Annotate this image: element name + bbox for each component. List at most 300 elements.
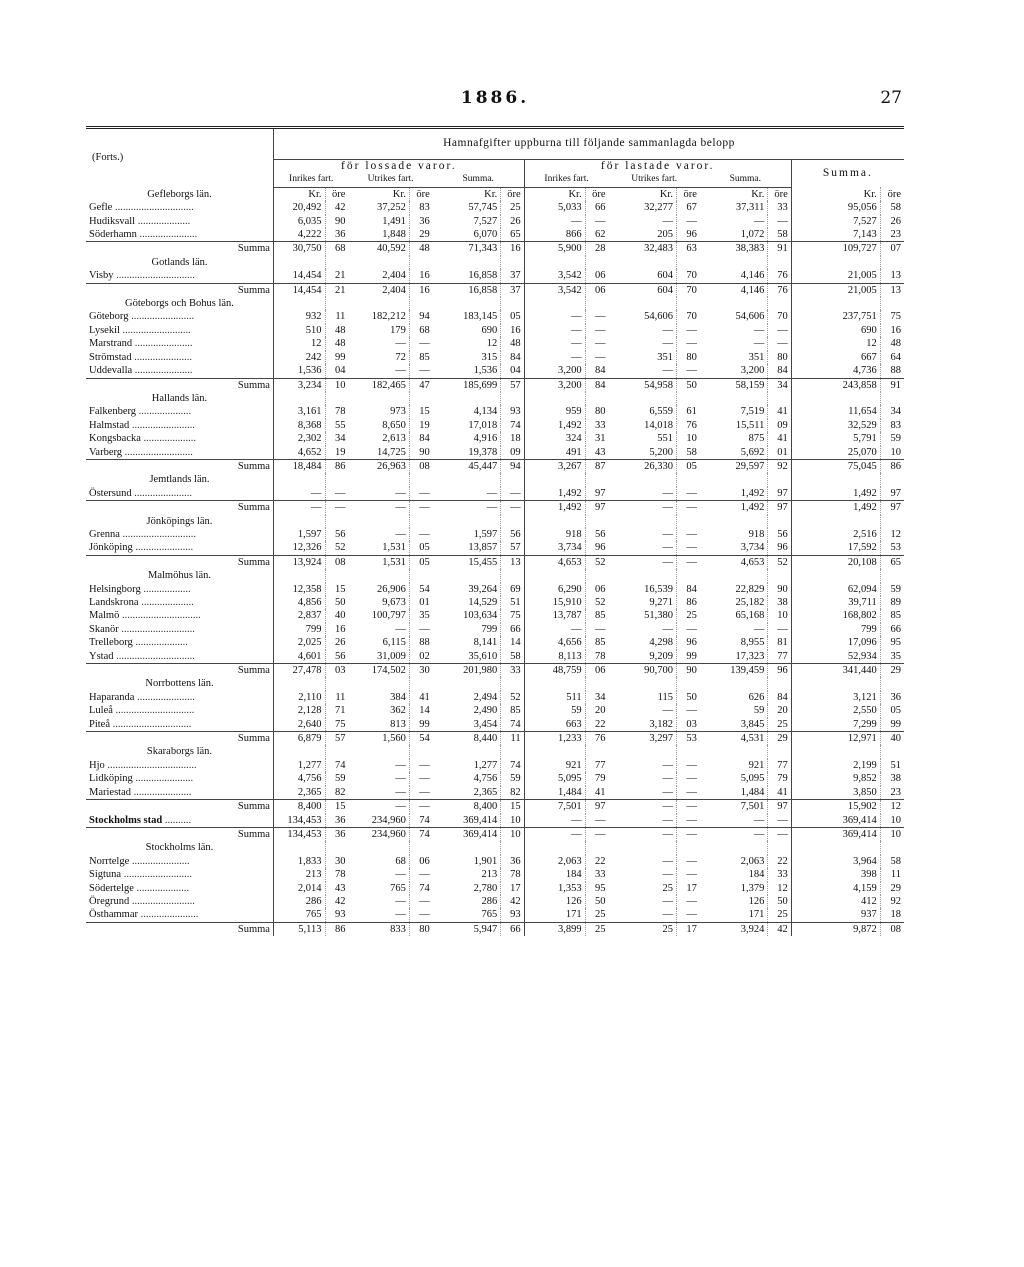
leader-dots: ...................... xyxy=(138,909,199,921)
kronor-cell: 54,606 xyxy=(644,311,673,323)
ore-cell: 76 xyxy=(676,419,699,432)
ore-cell: — xyxy=(325,501,348,515)
ore-cell: 90 xyxy=(325,215,348,228)
kronor-cell: 937 xyxy=(861,909,877,921)
empty-cell xyxy=(325,256,348,269)
kronor-cell: 866 xyxy=(565,229,582,241)
kronor-cell: — xyxy=(486,487,498,499)
kronor-cell: 3,845 xyxy=(740,718,765,730)
kronor-cell: 14,529 xyxy=(468,597,498,608)
county-heading: Skaraborgs län. xyxy=(86,745,273,758)
ore-cell: — xyxy=(768,827,791,841)
ore-cell: — xyxy=(585,337,608,350)
empty-cell xyxy=(325,297,348,310)
kronor-cell: 184 xyxy=(748,869,765,881)
ore-cell: 34 xyxy=(880,405,904,418)
kronor-cell: 4,736 xyxy=(853,365,877,377)
ore-cell: — xyxy=(409,759,432,772)
kronor-cell: — xyxy=(395,786,406,798)
town-name xyxy=(86,623,273,636)
town-name xyxy=(86,405,273,418)
kronor-cell: 511 xyxy=(566,691,582,703)
empty-cell xyxy=(325,745,348,758)
town-name xyxy=(86,351,273,364)
ore-cell: 15 xyxy=(409,405,432,418)
ore-cell: 06 xyxy=(585,583,608,596)
town-name xyxy=(86,704,273,717)
kronor-cell: 2,063 xyxy=(557,855,582,867)
kronor-cell: 1,277 xyxy=(297,759,322,771)
table-row xyxy=(86,583,904,596)
kronor-cell: — xyxy=(395,759,406,771)
kronor-cell: 1,531 xyxy=(382,542,406,554)
ore-cell: — xyxy=(676,364,699,378)
kronor-cell: 510 xyxy=(305,324,322,336)
kronor-cell: 184 xyxy=(565,869,582,881)
leader-dots: .................... xyxy=(133,882,190,894)
ore-cell: 36 xyxy=(409,215,432,228)
kronor-cell: 1,536 xyxy=(297,365,322,377)
ore-cell: 01 xyxy=(768,446,791,460)
leader-dots: ...................... xyxy=(132,338,193,350)
empty-cell xyxy=(433,515,501,528)
empty-cell xyxy=(325,677,348,690)
grand-total-header: Summa. xyxy=(822,166,873,179)
town-label: Strömstad xyxy=(89,351,132,363)
ore-cell: — xyxy=(409,772,432,785)
kronor-cell: 2,494 xyxy=(473,691,498,703)
empty-cell xyxy=(791,297,880,310)
kronor-cell: 1,531 xyxy=(348,555,409,569)
town-label: Haparanda xyxy=(89,691,135,703)
kronor-cell: — xyxy=(609,800,677,814)
summa-row xyxy=(86,664,904,678)
ore-cell: 82 xyxy=(325,786,348,800)
county-row xyxy=(86,473,904,486)
empty-cell xyxy=(501,569,524,582)
kronor-cell: 2,025 xyxy=(297,637,322,649)
kronor-cell: 12,971 xyxy=(791,732,880,746)
page-number: 27 xyxy=(880,88,902,108)
ore-cell: 23 xyxy=(880,786,904,800)
empty-cell xyxy=(700,392,768,405)
ore-cell: 03 xyxy=(325,664,348,678)
kronor-cell: 1,492 xyxy=(557,487,582,499)
table-row xyxy=(86,650,904,664)
kronor-cell: 491 xyxy=(565,446,582,458)
kronor-cell: 6,559 xyxy=(649,406,673,418)
kronor-cell: 1,597 xyxy=(297,528,322,540)
table-row xyxy=(86,432,904,445)
kronor-cell: 59 xyxy=(571,705,582,717)
kronor-cell: — xyxy=(609,555,677,569)
town-name xyxy=(86,310,273,323)
empty-cell xyxy=(791,745,880,758)
ore-cell: 17 xyxy=(676,922,699,936)
table-row xyxy=(86,882,904,895)
county-row xyxy=(86,569,904,582)
kronor-cell: 185,699 xyxy=(433,378,501,392)
summa-label: Summa xyxy=(86,732,273,746)
ore-cell: 97 xyxy=(880,501,904,515)
ore-cell: 94 xyxy=(501,459,524,473)
kronor-cell: 103,634 xyxy=(463,610,498,622)
kronor-cell: 7,501 xyxy=(524,800,585,814)
ore-cell: 58 xyxy=(880,855,904,868)
empty-cell xyxy=(609,256,677,269)
ore-cell: 84 xyxy=(676,583,699,596)
kronor-cell: 25 xyxy=(662,882,673,894)
kronor-cell: 16,858 xyxy=(468,270,498,282)
kronor-cell: — xyxy=(662,487,673,499)
ore-cell: 77 xyxy=(585,759,608,772)
kronor-cell: 16,858 xyxy=(433,283,501,297)
ore-cell: 35 xyxy=(409,609,432,622)
kronor-cell: 384 xyxy=(390,691,406,703)
kronor-cell: 16,539 xyxy=(644,583,673,595)
ore-cell: 67 xyxy=(676,201,699,214)
empty-cell xyxy=(791,569,880,582)
kronor-cell: 90,700 xyxy=(609,664,677,678)
kronor-cell: 7,299 xyxy=(853,718,877,730)
table-row xyxy=(86,351,904,364)
leader-dots: .................... xyxy=(138,597,194,608)
ore-cell: 52 xyxy=(768,555,791,569)
ore-cell: 93 xyxy=(501,908,524,922)
ore-cell: 29 xyxy=(880,664,904,678)
unit-kr-label: Kr. xyxy=(308,188,322,200)
kronor-cell: 65,168 xyxy=(735,610,765,622)
ore-cell: 19 xyxy=(409,419,432,432)
empty-cell xyxy=(348,256,409,269)
ore-cell: 09 xyxy=(768,419,791,432)
kronor-cell: 25,070 xyxy=(847,446,877,458)
kronor-cell: 1,492 xyxy=(740,487,765,499)
empty-cell xyxy=(433,677,501,690)
leader-dots: .......... xyxy=(162,814,192,826)
ore-cell: 50 xyxy=(585,895,608,908)
kronor-cell: 4,656 xyxy=(557,637,582,649)
kronor-cell: 1,492 xyxy=(700,501,768,515)
ore-cell: 83 xyxy=(880,419,904,432)
empty-cell xyxy=(433,745,501,758)
ore-cell: 05 xyxy=(880,704,904,717)
ore-cell: 93 xyxy=(501,405,524,418)
ore-cell: 78 xyxy=(325,405,348,418)
kronor-cell: 875 xyxy=(748,433,765,445)
empty-cell xyxy=(524,515,585,528)
summa-row xyxy=(86,922,904,936)
leader-dots: ............................ xyxy=(118,623,195,635)
kronor-cell: — xyxy=(395,895,406,907)
ore-cell: — xyxy=(501,501,524,515)
kronor-cell: 11,654 xyxy=(848,406,877,418)
ore-cell: 51 xyxy=(880,759,904,772)
town-label: Lysekil xyxy=(89,324,120,336)
empty-cell xyxy=(409,256,432,269)
county-heading: Jönköpings län. xyxy=(86,515,273,528)
town-name xyxy=(86,786,273,800)
table-row xyxy=(86,337,904,350)
ore-cell: 17 xyxy=(501,882,524,895)
kronor-cell: 1,492 xyxy=(557,419,582,431)
ore-cell: 80 xyxy=(768,351,791,364)
ore-cell: 34 xyxy=(768,378,791,392)
kronor-cell: 134,453 xyxy=(273,827,325,841)
ore-cell: 07 xyxy=(880,242,904,256)
ore-cell: 80 xyxy=(676,351,699,364)
ore-cell: 58 xyxy=(880,201,904,214)
ore-cell: 70 xyxy=(676,283,699,297)
summa-label: Summa xyxy=(86,800,273,814)
ore-cell: 59 xyxy=(880,432,904,445)
kronor-cell: 3,542 xyxy=(524,283,585,297)
empty-cell xyxy=(524,392,585,405)
ore-cell: — xyxy=(409,868,432,881)
kronor-cell: 115 xyxy=(657,691,673,703)
kronor-cell: 4,652 xyxy=(297,446,322,458)
empty-cell xyxy=(676,473,699,486)
town-label: Göteborg xyxy=(89,311,129,323)
empty-cell xyxy=(768,569,791,582)
leader-dots: ...................... xyxy=(132,365,193,377)
table-row xyxy=(86,868,904,881)
kronor-cell: 765 xyxy=(390,882,406,894)
kronor-cell: 134,453 xyxy=(287,814,322,826)
ore-cell: 41 xyxy=(409,691,432,704)
kronor-cell: 13,857 xyxy=(468,542,498,554)
kronor-cell: 18,484 xyxy=(273,459,325,473)
kronor-cell: 12,326 xyxy=(292,542,322,554)
kronor-cell: 369,414 xyxy=(433,827,501,841)
table-row xyxy=(86,908,904,922)
ore-cell: 18 xyxy=(880,908,904,922)
county-heading: Hallands län. xyxy=(86,392,273,405)
kronor-cell: 26,963 xyxy=(348,459,409,473)
ore-cell: — xyxy=(585,310,608,323)
empty-cell xyxy=(348,515,409,528)
town-name xyxy=(86,337,273,350)
empty-cell xyxy=(768,677,791,690)
table-row xyxy=(86,759,904,772)
kronor-cell: 2,516 xyxy=(853,528,877,540)
kronor-cell: 57,745 xyxy=(468,202,498,214)
unit-ore-label: öre xyxy=(501,187,524,201)
kronor-cell: 68 xyxy=(395,855,406,867)
kronor-cell: 4,159 xyxy=(853,882,877,894)
kronor-cell: 4,222 xyxy=(297,229,322,241)
kronor-cell: 168,802 xyxy=(842,610,877,622)
kronor-cell: 14,454 xyxy=(292,270,322,282)
kronor-cell: — xyxy=(311,487,322,499)
kronor-cell: 25,182 xyxy=(735,597,765,608)
ore-cell: 56 xyxy=(325,528,348,541)
kronor-cell: 182,465 xyxy=(348,378,409,392)
kronor-cell: 604 xyxy=(657,270,673,282)
kronor-cell: — xyxy=(753,215,765,227)
kronor-cell: 4,856 xyxy=(297,597,322,608)
empty-cell xyxy=(433,569,501,582)
ore-cell: 59 xyxy=(325,772,348,785)
ore-cell: 86 xyxy=(325,459,348,473)
kronor-cell: 1,492 xyxy=(853,487,877,499)
ore-cell: 10 xyxy=(676,432,699,445)
town-name xyxy=(86,908,273,922)
kronor-cell: 1,379 xyxy=(740,882,765,894)
ore-cell: 14 xyxy=(409,704,432,717)
kronor-cell: 921 xyxy=(565,759,582,771)
kronor-cell: — xyxy=(662,215,673,227)
kronor-cell: 932 xyxy=(305,311,322,323)
ore-cell: 52 xyxy=(585,555,608,569)
empty-cell xyxy=(501,745,524,758)
town-name xyxy=(86,596,273,609)
kronor-cell: 5,791 xyxy=(853,433,877,445)
empty-cell xyxy=(325,841,348,854)
kronor-cell: 15,910 xyxy=(552,597,582,608)
kronor-cell: 2,128 xyxy=(297,705,322,717)
kronor-cell: 398 xyxy=(861,869,877,881)
empty-cell xyxy=(609,392,677,405)
ore-cell: 16 xyxy=(501,242,524,256)
ore-cell: 25 xyxy=(768,908,791,922)
town-label: Sigtuna xyxy=(89,869,122,881)
kronor-cell: 1,848 xyxy=(382,229,406,241)
kronor-cell: 369,414 xyxy=(842,814,877,826)
kronor-cell: 14,018 xyxy=(644,419,673,431)
harbor-fees-table xyxy=(86,126,904,936)
town-name xyxy=(86,759,273,772)
kronor-cell: 31,009 xyxy=(376,650,406,662)
ore-cell: 04 xyxy=(325,364,348,378)
town-label: Luleå xyxy=(89,705,113,717)
kronor-cell: 174,502 xyxy=(348,664,409,678)
town-name xyxy=(86,609,273,622)
kronor-cell: 4,601 xyxy=(297,650,322,662)
kronor-cell: 4,146 xyxy=(700,283,768,297)
ore-cell: 13 xyxy=(880,283,904,297)
ore-cell: 06 xyxy=(585,283,608,297)
empty-cell xyxy=(325,473,348,486)
empty-cell xyxy=(501,677,524,690)
kronor-cell: 171 xyxy=(565,909,582,921)
empty-cell xyxy=(880,569,904,582)
town-label: Öregrund xyxy=(89,895,130,907)
leader-dots: .............................. xyxy=(113,650,195,662)
empty-cell xyxy=(325,515,348,528)
table-row xyxy=(86,596,904,609)
ore-cell: 80 xyxy=(585,405,608,418)
unit-ore-label: öre xyxy=(325,187,348,201)
ore-cell: 50 xyxy=(325,596,348,609)
ore-cell: 33 xyxy=(768,868,791,881)
empty-cell xyxy=(325,569,348,582)
ore-cell: 75 xyxy=(501,609,524,622)
ore-cell: 06 xyxy=(585,664,608,678)
kronor-cell: 2,404 xyxy=(382,270,406,282)
town-name xyxy=(86,691,273,704)
ore-cell: 36 xyxy=(325,827,348,841)
unit-row xyxy=(86,187,904,201)
kronor-cell: 286 xyxy=(481,895,498,907)
ore-cell: — xyxy=(409,895,432,908)
ore-cell: 20 xyxy=(585,704,608,717)
county-heading: Malmöhus län. xyxy=(86,569,273,582)
kronor-cell: 3,200 xyxy=(557,365,582,377)
kronor-cell: — xyxy=(395,338,406,350)
ore-cell: 97 xyxy=(585,800,608,814)
kronor-cell: 25 xyxy=(609,922,677,936)
kronor-cell: 15,455 xyxy=(433,555,501,569)
empty-cell xyxy=(609,745,677,758)
empty-cell xyxy=(791,841,880,854)
kronor-cell: 35,610 xyxy=(468,650,498,662)
kronor-cell: 8,368 xyxy=(297,419,322,431)
kronor-cell: 1,492 xyxy=(524,501,585,515)
town-label: Östersund xyxy=(89,487,132,499)
empty-cell xyxy=(585,256,608,269)
kronor-cell: — xyxy=(395,869,406,881)
summa-label: Summa xyxy=(86,922,273,936)
kronor-cell: 100,797 xyxy=(371,610,406,622)
ore-cell: 61 xyxy=(676,405,699,418)
kronor-cell: 690 xyxy=(481,324,498,336)
kronor-cell: 2,199 xyxy=(853,759,877,771)
kronor-cell: 17,096 xyxy=(847,637,877,649)
kronor-cell: 663 xyxy=(565,718,582,730)
ore-cell: — xyxy=(676,814,699,828)
table-row xyxy=(86,215,904,228)
table-row xyxy=(86,528,904,541)
empty-cell xyxy=(409,473,432,486)
kronor-cell: 2,780 xyxy=(473,882,498,894)
kronor-cell: 4,298 xyxy=(649,637,673,649)
summa-row xyxy=(86,555,904,569)
empty-cell xyxy=(609,515,677,528)
ore-cell: 59 xyxy=(501,772,524,785)
ore-cell: 09 xyxy=(501,446,524,460)
empty-cell xyxy=(791,256,880,269)
ore-cell: 26 xyxy=(325,636,348,649)
kronor-cell: — xyxy=(395,623,406,635)
empty-cell xyxy=(585,745,608,758)
kronor-cell: 12,358 xyxy=(292,583,322,595)
county-row xyxy=(86,392,904,405)
kronor-cell: 412 xyxy=(861,895,877,907)
kronor-cell: 2,110 xyxy=(298,691,322,703)
unit-kr-label: Kr. xyxy=(568,188,582,200)
ore-cell: 11 xyxy=(880,868,904,881)
unit-ore-label: öre xyxy=(676,187,699,201)
kronor-cell: 690 xyxy=(861,324,877,336)
kronor-cell: 243,858 xyxy=(791,378,880,392)
town-name xyxy=(86,324,273,337)
town-name xyxy=(86,718,273,732)
ore-cell: 03 xyxy=(676,718,699,732)
town-label: Skanör xyxy=(89,623,119,635)
kronor-cell: 17,323 xyxy=(735,650,765,662)
kronor-cell: 20,492 xyxy=(292,202,322,214)
ore-cell: 42 xyxy=(501,895,524,908)
leader-dots: .............................. xyxy=(112,202,194,214)
table-row xyxy=(86,364,904,378)
empty-cell xyxy=(676,677,699,690)
ore-cell: 74 xyxy=(501,759,524,772)
empty-cell xyxy=(676,392,699,405)
kronor-cell: — xyxy=(662,814,673,826)
empty-cell xyxy=(676,297,699,310)
ore-cell: 74 xyxy=(325,759,348,772)
